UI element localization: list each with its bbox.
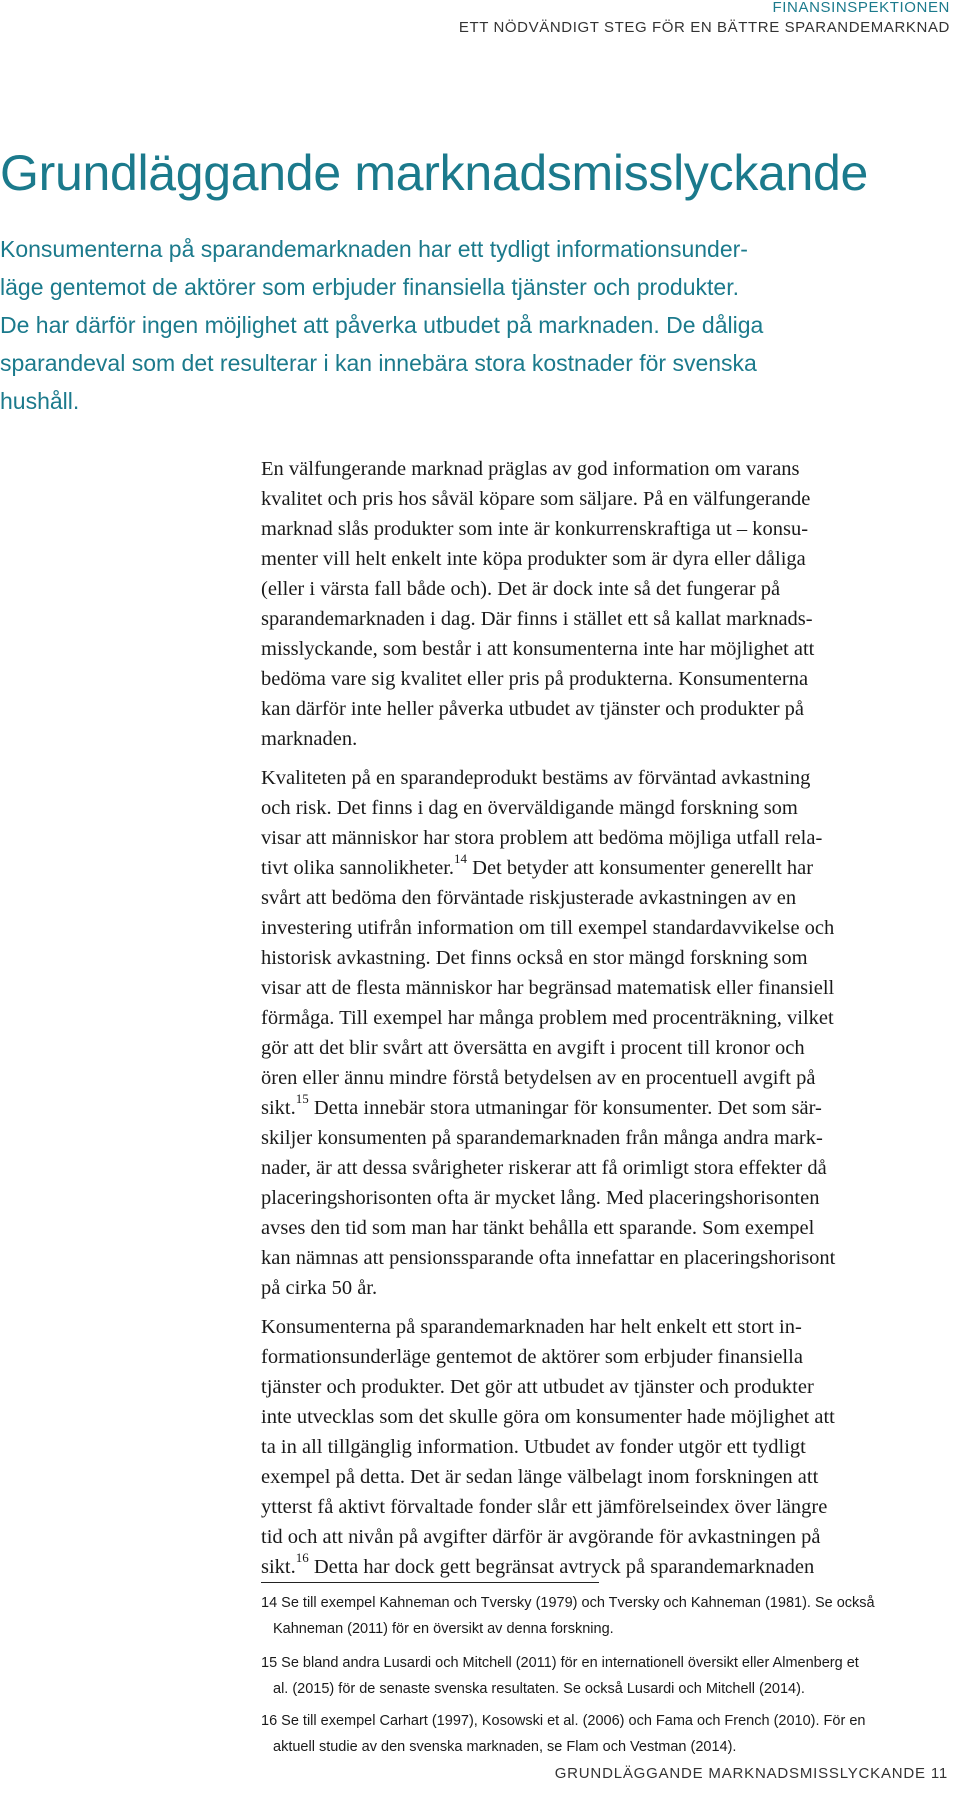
footnote-14 bbox=[261, 1590, 951, 1642]
body-line: ören eller ännu mindre förstå betydelsen av en procentuell avgift på bbox=[261, 1067, 816, 1089]
body-line: exempel på detta. Det är sedan länge välbelagt inom forskningen att bbox=[261, 1466, 819, 1488]
ingress bbox=[0, 230, 960, 420]
body-line: historisk avkastning. Det finns också en stor mängd forskning som bbox=[261, 947, 808, 969]
body-text bbox=[261, 454, 951, 1591]
footnote-line: 15 Se bland andra Lusardi och Mitchell (2011) för en internationell översikt eller Almenberg et bbox=[261, 1655, 859, 1671]
paragraph bbox=[261, 763, 951, 1303]
body-line: svårt att bedöma den förväntade riskjusterade avkastningen av en bbox=[261, 887, 797, 909]
body-line: nader, är att dessa svårigheter riskerar att få orimligt stora effekter då bbox=[261, 1157, 827, 1179]
body-line: Konsumenterna på sparandemarknaden har helt enkelt ett stort in- bbox=[261, 1316, 802, 1338]
body-line: skiljer konsumenten på sparandemarknaden från många andra mark- bbox=[261, 1127, 823, 1149]
body-line: bedöma vare sig kvalitet eller pris på produkterna. Konsumenterna bbox=[261, 668, 809, 690]
body-text-run: tivt olika sannolikheter. bbox=[261, 857, 455, 879]
paragraph bbox=[261, 454, 951, 754]
footnote-line: 14 Se till exempel Kahneman och Tversky (1979) och Tversky och Kahneman (1981). Se också bbox=[261, 1595, 875, 1611]
body-line: investering utifrån information om till exempel standardavvikelse och bbox=[261, 917, 835, 939]
footnote-ref-16[interactable]: 16 bbox=[295, 1550, 309, 1566]
body-line: kvalitet och pris hos såväl köpare som säljare. På en välfungerande bbox=[261, 488, 811, 510]
body-line: tid och att nivån på avgifter därför är avgörande för avkastningen på bbox=[261, 1526, 821, 1548]
body-line: ytterst få aktivt förvaltade fonder slår ett jämförelseindex över längre bbox=[261, 1496, 828, 1518]
body-line: kan nämnas att pensionssparande ofta innefattar en placeringshorisont bbox=[261, 1247, 836, 1269]
page-number: 11 bbox=[930, 1765, 948, 1782]
body-line: formationsunderläge gentemot de aktörer som erbjuder finansiella bbox=[261, 1346, 803, 1368]
footnote-line: al. (2015) för de senaste svenska resultaten. Se också Lusardi och Mitchell (2014). bbox=[273, 1681, 805, 1697]
body-line: placeringshorisonten ofta är mycket lång. Med placeringshorisonten bbox=[261, 1187, 820, 1209]
body-line: tjänster och produkter. Det gör att utbudet av tjänster och produkter bbox=[261, 1376, 814, 1398]
body-line: och risk. Det finns i dag en överväldigande mängd forskning som bbox=[261, 797, 798, 819]
body-line: visar att människor har stora problem att bedöma möjliga utfall rela- bbox=[261, 827, 823, 849]
body-line: menter vill helt enkelt inte köpa produkter som är dyra eller dåliga bbox=[261, 548, 806, 570]
body-line: (eller i värsta fall både och). Det är dock inte så det fungerar på bbox=[261, 578, 781, 600]
page-footer bbox=[555, 1765, 948, 1783]
body-text-run: Det betyder att konsumenter generellt har bbox=[467, 857, 814, 879]
ingress-line: sparandeval som det resulterar i kan innebära stora kostnader för svenska bbox=[0, 350, 757, 376]
footnote-ref-14[interactable]: 14 bbox=[454, 851, 468, 867]
body-line bbox=[261, 1093, 951, 1123]
footnote-15 bbox=[261, 1650, 951, 1702]
footer-section-title: GRUNDLÄGGANDE MARKNADSMISSLYCKANDE bbox=[554, 1765, 926, 1782]
chapter-title: Grundläggande marknadsmisslyckande bbox=[0, 145, 869, 201]
footnote-divider bbox=[261, 1582, 599, 1583]
footnote-16 bbox=[261, 1708, 951, 1760]
footnote-line: aktuell studie av den svenska marknaden, se Flam och Vestman (2014). bbox=[273, 1739, 737, 1755]
footnote-ref-15[interactable]: 15 bbox=[295, 1091, 309, 1107]
body-line: inte utvecklas som det skulle göra om konsumenter hade möjlighet att bbox=[261, 1406, 835, 1428]
body-text-run: Detta har dock gett begränsat avtryck på sparandemarknaden bbox=[308, 1556, 815, 1578]
body-line: kan därför inte heller påverka utbudet av tjänster och produkter på bbox=[261, 698, 805, 720]
body-line bbox=[261, 853, 951, 883]
body-line: gör att det blir svårt att översätta en avgift i procent till kronor och bbox=[261, 1037, 805, 1059]
header-report-title: ETT NÖDVÄNDIGT STEG FÖR EN BÄTTRE SPARANDEMARKNAD bbox=[458, 19, 950, 36]
body-line: ta in all tillgänglig information. Utbudet av fonder utgör ett tydligt bbox=[261, 1436, 806, 1458]
body-line: förmåga. Till exempel har många problem med procenträkning, vilket bbox=[261, 1007, 834, 1029]
body-line bbox=[261, 1552, 951, 1582]
body-line: avses den tid som man har tänkt behålla ett sparande. Som exempel bbox=[261, 1217, 815, 1239]
body-text-run: sikt. bbox=[261, 1556, 296, 1578]
ingress-line: Konsumenterna på sparandemarknaden har ett tydligt informationsunder- bbox=[0, 236, 748, 262]
ingress-line: hushåll. bbox=[0, 388, 80, 414]
body-text-run: Detta innebär stora utmaningar för konsumenter. Det som sär- bbox=[308, 1097, 822, 1119]
body-text-run: sikt. bbox=[261, 1097, 296, 1119]
body-line: Kvaliteten på en sparandeprodukt bestäms av förväntad avkastning bbox=[261, 767, 811, 789]
body-line: visar att de flesta människor har begränsad matematisk eller finansiell bbox=[261, 977, 835, 999]
footnote-line: 16 Se till exempel Carhart (1997), Kosowski et al. (2006) och Fama och French (2010). För en bbox=[261, 1713, 866, 1729]
ingress-line: läge gentemot de aktörer som erbjuder finansiella tjänster och produkter. bbox=[0, 274, 739, 300]
paragraph bbox=[261, 1312, 951, 1582]
footnote-line: Kahneman (2011) för en översikt av denna forskning. bbox=[273, 1621, 614, 1637]
ingress-line: De har därför ingen möjlighet att påverka utbudet på marknaden. De dåliga bbox=[0, 312, 764, 338]
body-line: sparandemarknaden i dag. Där finns i stället ett så kallat marknads- bbox=[261, 608, 813, 630]
body-line: marknad slås produkter som inte är konkurrenskraftiga ut – konsu- bbox=[261, 518, 809, 540]
body-line: misslyckande, som består i att konsumenterna inte har möjlighet att bbox=[261, 638, 815, 660]
header-org-name: FINANSINSPEKTIONEN bbox=[772, 0, 950, 16]
body-line: på cirka 50 år. bbox=[261, 1277, 378, 1299]
body-line: En välfungerande marknad präglas av god information om varans bbox=[261, 458, 800, 480]
body-line: marknaden. bbox=[261, 728, 358, 750]
